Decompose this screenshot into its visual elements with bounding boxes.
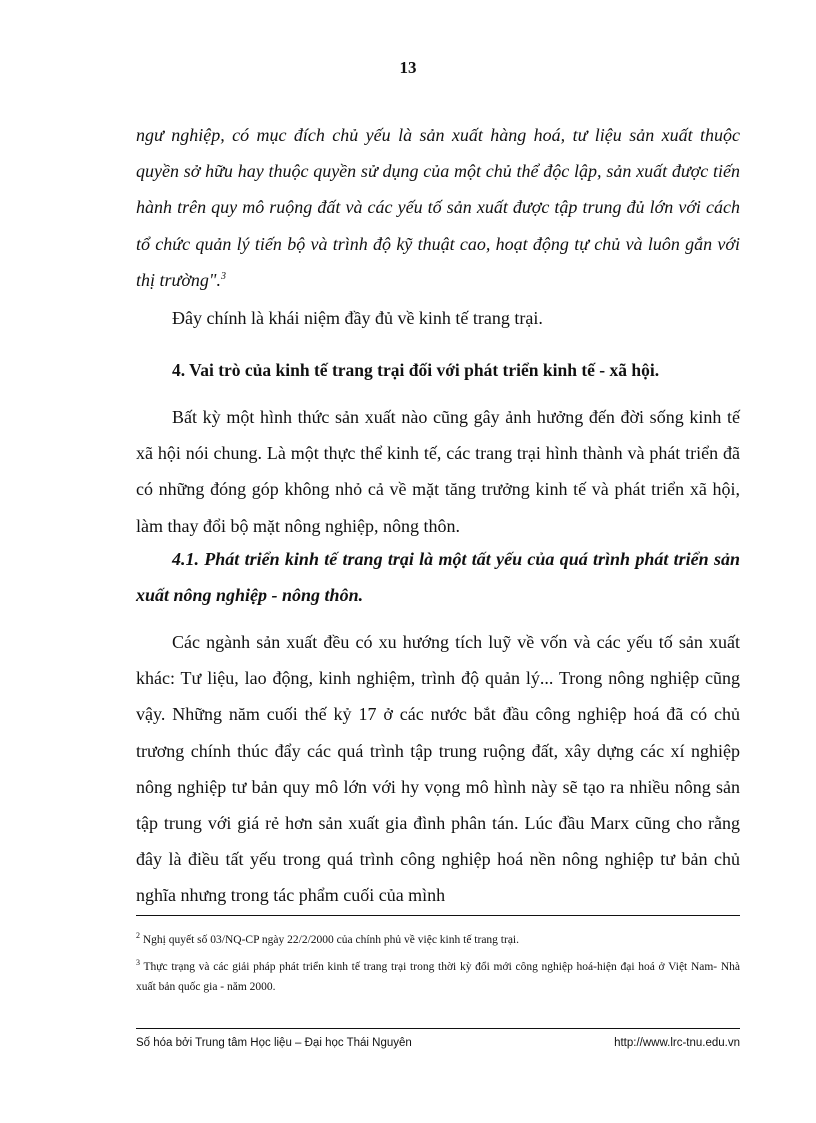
- footnote-divider: [136, 915, 740, 916]
- summary-paragraph: Đây chính là khái niệm đầy đủ về kinh tế trang trại.: [172, 308, 543, 328]
- page-footer: [136, 1037, 740, 1049]
- footnote-mark: 2: [136, 931, 140, 941]
- footer-divider: [136, 1028, 740, 1029]
- footer-source: Số hóa bởi Trung tâm Học liệu – Đại học Thái Nguyên: [136, 1037, 412, 1049]
- footnote-3: [136, 957, 740, 997]
- footnote-mark: 3: [136, 958, 140, 968]
- footnote-text: Nghị quyết số 03/NQ-CP ngày 22/2/2000 của chính phủ về việc kinh tế trang trại.: [142, 934, 520, 946]
- definition-text: ngư nghiệp, có mục đích chủ yếu là sản xuất hàng hoá, tư liệu sản xuất thuộc quyền sở hữu hay thuộc quyền sử dụng của một chủ thể độc lập, sản xuất được tiến hành trên quy mô ruộng đất và các yếu tố sản xuất được tập trung đủ lớn với cách tổ chức quản lý tiến bộ và trình độ kỹ thuật cao, hoạt động tự chủ và luôn gắn với thị trường".: [136, 125, 740, 290]
- definition-paragraph: [136, 117, 740, 298]
- footnote-text: Thực trạng và các giải pháp phát triển kinh tế trang trại trong thời kỳ đổi mới công nghiệp hoá-hiện đại hoá ở Việt Nam- Nhà xuất bản quốc gia - năm 2000.: [136, 961, 740, 993]
- section-heading-4: 4. Vai trò của kinh tế trang trại đối với phát triển kinh tế - xã hội.: [172, 360, 660, 380]
- section-heading-4-1: 4.1. Phát triển kinh tế trang trại là một tất yếu của quá trình phát triển sản xuất nông nghiệp - nông thôn.: [136, 549, 740, 606]
- page-number: 13: [399, 58, 417, 77]
- accumulation-paragraph: Các ngành sản xuất đều có xu hướng tích luỹ về vốn và các yếu tố sản xuất khác: Tư liệu, lao động, kinh nghiệm, trình độ quản lý... Trong nông nghiệp cũng vậy. Những năm cuối thế kỷ 17 ở các nước bắt đầu công nghiệp hoá đã có chủ trương chính thúc đẩy các quá trình tập trung ruộng đất, xây dựng các xí nghiệp nông nghiệp tư bản quy mô lớn với hy vọng mô hình này sẽ tạo ra nhiều nông sản tập trung với giá rẻ hơn sản xuất gia đình phân tán. Lúc đầu Marx cũng cho rằng đây là điều tất yếu trong quá trình công nghiệp hoá nền nông nghiệp tư bản chủ nghĩa nhưng trong tác phẩm cuối của mình: [136, 632, 740, 906]
- footer-website-link[interactable]: http://www.lrc-tnu.edu.vn: [614, 1037, 740, 1049]
- footnotes: [136, 930, 740, 1004]
- role-intro-paragraph: Bất kỳ một hình thức sản xuất nào cũng gây ảnh hưởng đến đời sống kinh tế xã hội nói chung. Là một thực thể kinh tế, các trang trại hình thành và phát triển đã có những đóng góp không nhỏ cả về mặt tăng trưởng kinh tế và phát triển xã hội, làm thay đổi bộ mặt nông nghiệp, nông thôn.: [136, 407, 740, 536]
- footnote-ref-3[interactable]: 3: [221, 270, 226, 282]
- footnote-2: [136, 930, 740, 950]
